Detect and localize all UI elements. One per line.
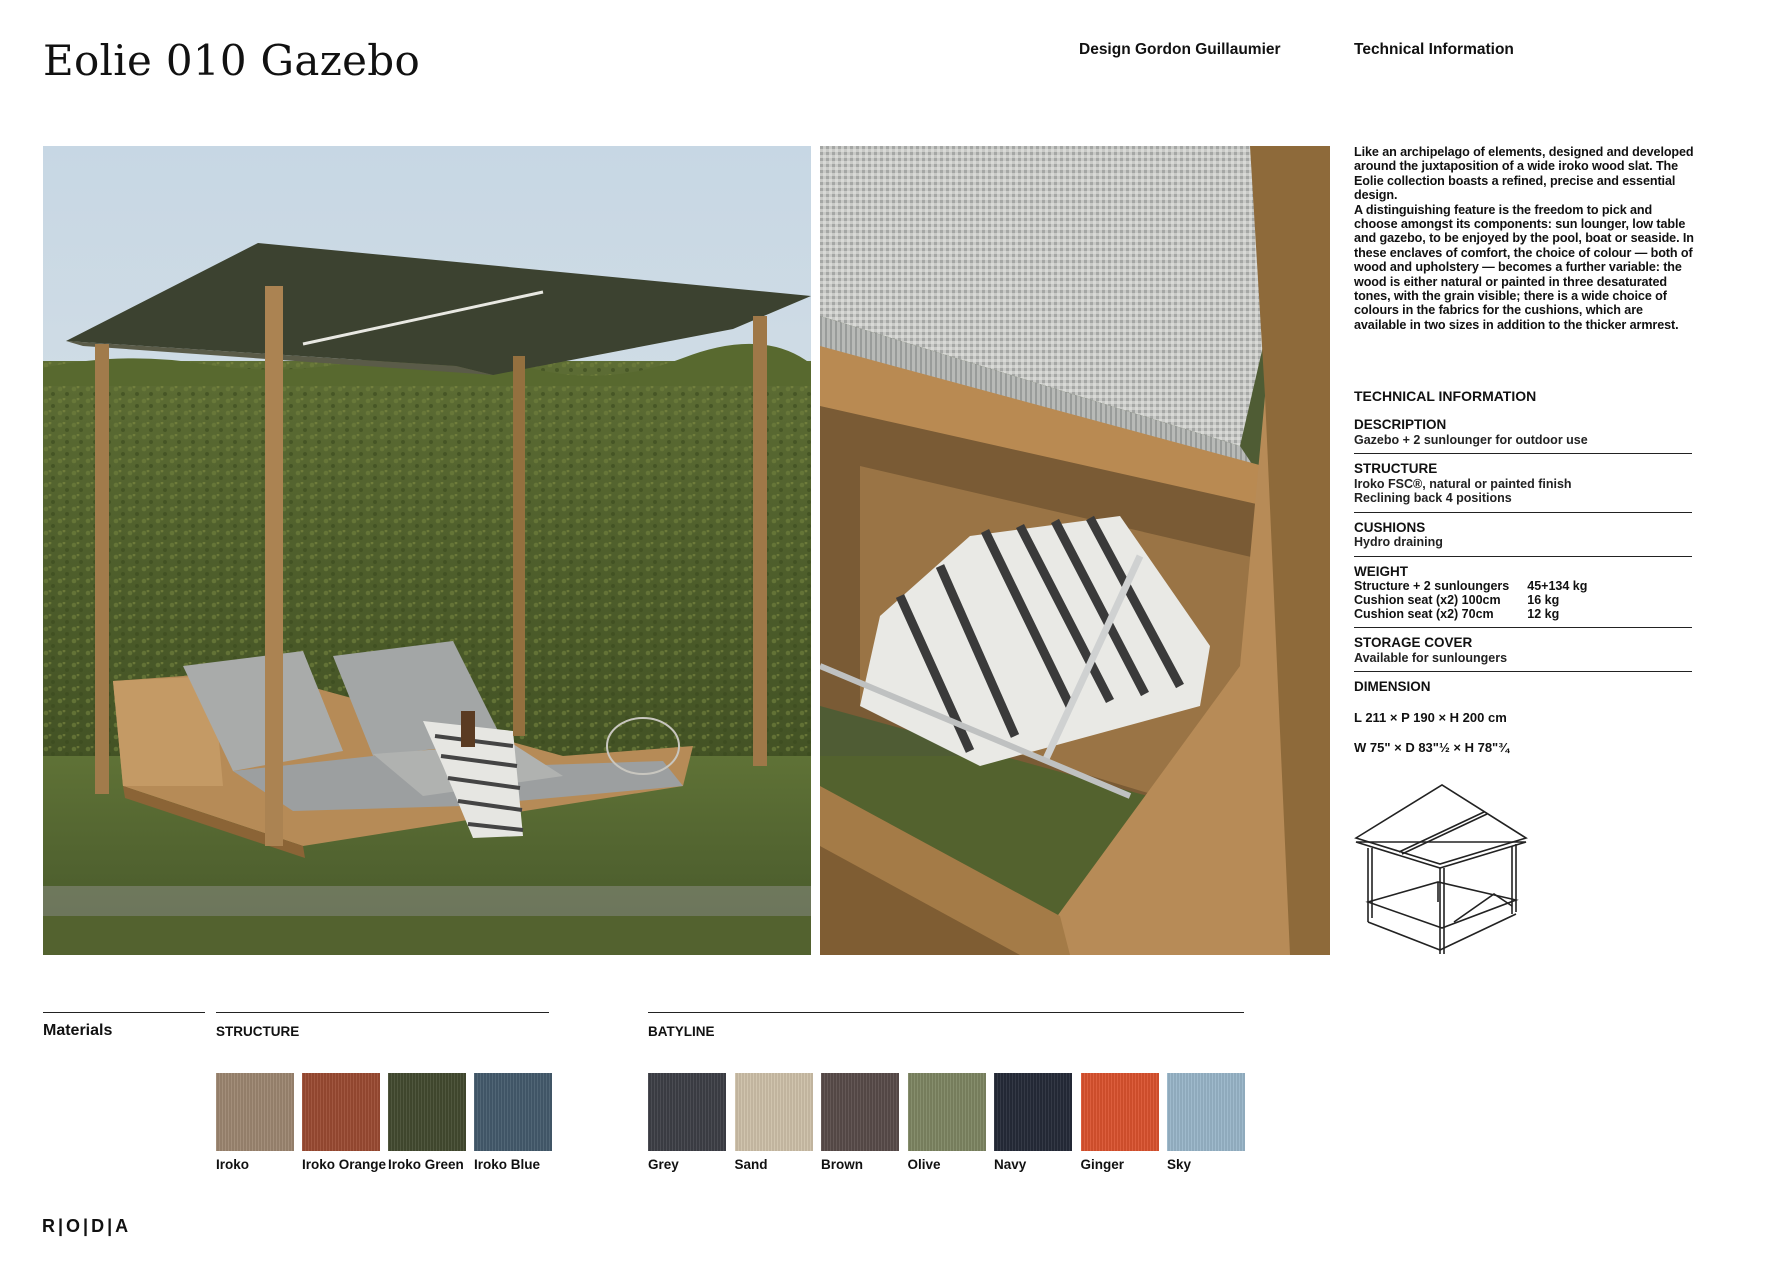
technical-information-link[interactable]: Technical Information xyxy=(1354,41,1514,58)
batyline-swatch[interactable] xyxy=(994,1073,1072,1151)
spec-value: Hydro draining xyxy=(1354,535,1443,549)
batyline-swatch[interactable] xyxy=(735,1073,813,1151)
weight-value: 45+134 kg xyxy=(1527,579,1588,593)
weight-item: Structure + 2 sunloungers xyxy=(1354,579,1510,593)
weight-item: Cushion seat (x2) 100cm xyxy=(1354,593,1501,607)
weight-value: 12 kg xyxy=(1527,607,1560,621)
batyline-swatch-label: Brown xyxy=(821,1157,863,1172)
structure-swatch[interactable] xyxy=(388,1073,466,1151)
batyline-swatch-label: Grey xyxy=(648,1157,679,1172)
spec-label: STRUCTURE xyxy=(1354,461,1438,476)
spec-value: Gazebo + 2 sunlounger for outdoor use xyxy=(1354,432,1588,447)
intro-paragraph-1: Like an archipelago of elements, designed and developed around the juxtaposition of a wide iroko wood slat. The Eolie collection boasts a refined, precise and essential design. xyxy=(1354,145,1694,203)
spec-label: WEIGHT xyxy=(1354,563,1408,579)
batyline-swatch[interactable] xyxy=(1167,1073,1245,1151)
batyline-swatch-label: Ginger xyxy=(1080,1157,1125,1172)
structure-rule xyxy=(216,1012,549,1013)
batyline-heading: BATYLINE xyxy=(648,1024,715,1039)
weight-table xyxy=(1354,579,1587,621)
spec-label: STORAGE COVER xyxy=(1354,635,1473,650)
batyline-swatch[interactable] xyxy=(1081,1073,1159,1151)
sunlounger-detail-photo xyxy=(820,146,1330,955)
weight-value: 16 kg xyxy=(1527,593,1560,607)
batyline-swatch[interactable] xyxy=(648,1073,726,1151)
table-row xyxy=(1354,579,1587,593)
spec-storage-cover xyxy=(1354,636,1692,672)
structure-swatch[interactable] xyxy=(302,1073,380,1151)
batyline-rule xyxy=(648,1012,1244,1013)
batyline-swatch-label: Sand xyxy=(734,1157,768,1172)
spec-value: Reclining back 4 positions xyxy=(1354,491,1512,505)
roda-logo: R|O|D|A xyxy=(42,1216,132,1236)
spec-sheet xyxy=(1354,418,1692,770)
designer-credit: Design Gordon Guillaumier xyxy=(1079,41,1281,58)
weight-item: Cushion seat (x2) 70cm xyxy=(1354,607,1494,621)
structure-swatch-label: Iroko Orange xyxy=(302,1157,387,1172)
spec-label: DIMENSION xyxy=(1354,679,1431,694)
product-description xyxy=(1354,145,1694,332)
structure-swatch-label: Iroko Green xyxy=(388,1157,464,1172)
batyline-swatch-label: Sky xyxy=(1167,1157,1192,1172)
table-row xyxy=(1354,607,1587,621)
structure-swatch-label: Iroko Blue xyxy=(474,1157,541,1172)
dimension-imperial: W 75" × D 83"½ × H 78"¾ xyxy=(1354,740,1510,755)
technical-information-heading: TECHNICAL INFORMATION xyxy=(1354,388,1537,404)
intro-paragraph-2: A distinguishing feature is the freedom to pick and choose amongst its components: sun lounger, low table and gazebo, to be enjoyed by the pool, boat or seaside. In these enclaves of comfort, the choice of colour — both of wood and upholstery — becomes a further variable: the wood is either natural or painted in three desaturated tones, with the grain visible; there is a wide choice of colours in the fabrics for the cushions, which are available in two sizes in addition to the thicker armrest. xyxy=(1354,202,1694,332)
materials-rule xyxy=(43,1012,205,1013)
structure-swatch-label: Iroko xyxy=(216,1157,250,1172)
page-title: Eolie 010 Gazebo xyxy=(43,36,421,85)
gazebo-photo-illustration xyxy=(43,146,811,955)
gazebo-photo xyxy=(43,146,811,955)
sunlounger-detail-illustration xyxy=(820,146,1330,955)
spec-cushions xyxy=(1354,521,1692,557)
materials-heading: Materials xyxy=(43,1022,113,1039)
batyline-swatch-label: Navy xyxy=(994,1157,1027,1172)
spec-dimension xyxy=(1354,680,1692,762)
dimension-metric: L 211 × P 190 × H 200 cm xyxy=(1354,709,1507,725)
spec-weight xyxy=(1354,565,1692,629)
spec-label: DESCRIPTION xyxy=(1354,417,1447,432)
table-row xyxy=(1354,593,1587,607)
structure-swatch[interactable] xyxy=(474,1073,552,1151)
spec-label: CUSHIONS xyxy=(1354,519,1426,535)
gazebo-line-drawing xyxy=(1354,782,1534,967)
structure-heading: STRUCTURE xyxy=(216,1024,300,1039)
batyline-swatch[interactable] xyxy=(821,1073,899,1151)
spec-structure xyxy=(1354,462,1692,513)
batyline-swatch-label: Olive xyxy=(907,1157,941,1172)
spec-description xyxy=(1354,418,1692,454)
structure-swatch[interactable] xyxy=(216,1073,294,1151)
spec-value: Iroko FSC®, natural or painted finish xyxy=(1354,476,1572,491)
spec-value: Available for sunloungers xyxy=(1354,650,1508,665)
batyline-swatch[interactable] xyxy=(908,1073,986,1151)
gazebo-drawing-icon xyxy=(1354,782,1534,962)
